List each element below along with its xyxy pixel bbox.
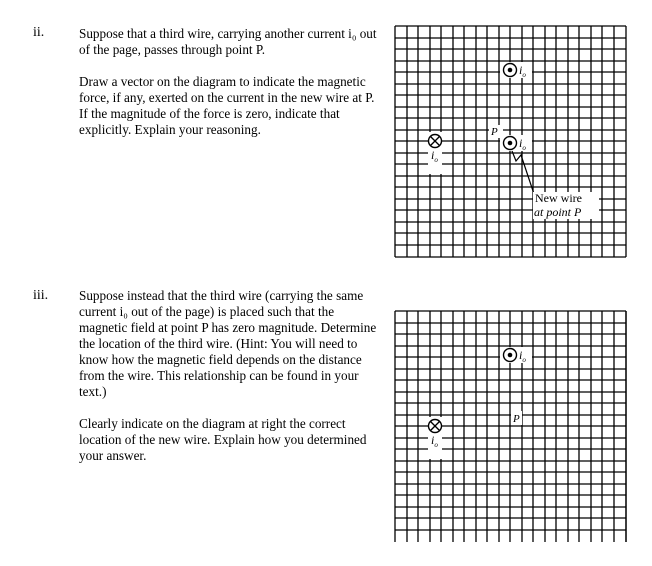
current-label-left: $i_o$: [431, 148, 438, 164]
current-label-new-wire: $i_o$: [519, 136, 526, 152]
current-label-left: $i_o$: [431, 433, 438, 449]
diagram-iii: [393, 309, 629, 545]
current-label-top: $i_o$: [519, 63, 526, 79]
problem-ii-paragraph-1: Suppose that a third wire, carrying another current i₀ out of the page, passes through point P.: [79, 26, 377, 57]
point-p-label: P: [513, 413, 520, 425]
diagram-ii: [393, 24, 629, 260]
callout-line-1: New wire: [535, 191, 582, 205]
wire-out-of-page-icon: [500, 347, 532, 363]
point-p-label: P: [491, 126, 498, 138]
problem-ii-number: ii.: [33, 25, 45, 40]
current-label-top: $i_o$: [519, 348, 526, 364]
callout-line-2: at point P: [534, 205, 582, 219]
new-wire-out-of-page-icon: [500, 135, 532, 151]
problem-iii-paragraph-1: Suppose instead that the third wire (carrying the same current i₀ out of the page) is placed such that the magnetic field at point P has zero magnitude. Determine the location of the third wire. (Hint: You will need to know how the magnetic field depends on the distance from the wire. This relationship can be found in your text.): [79, 288, 377, 399]
problem-iii-number: iii.: [33, 288, 49, 303]
problem-iii-paragraph-2: Clearly indicate on the diagram at right the correct location of the new wire. Explain how you determined your answer.: [79, 416, 367, 463]
wire-out-of-page-icon: [500, 62, 532, 78]
problem-ii-paragraph-2: Draw a vector on the diagram to indicate the magnetic force, if any, exerted on the current in the new wire at P. If the magnitude of the force is zero, indicate that explicitly. Explain your reasoning.: [79, 74, 375, 137]
